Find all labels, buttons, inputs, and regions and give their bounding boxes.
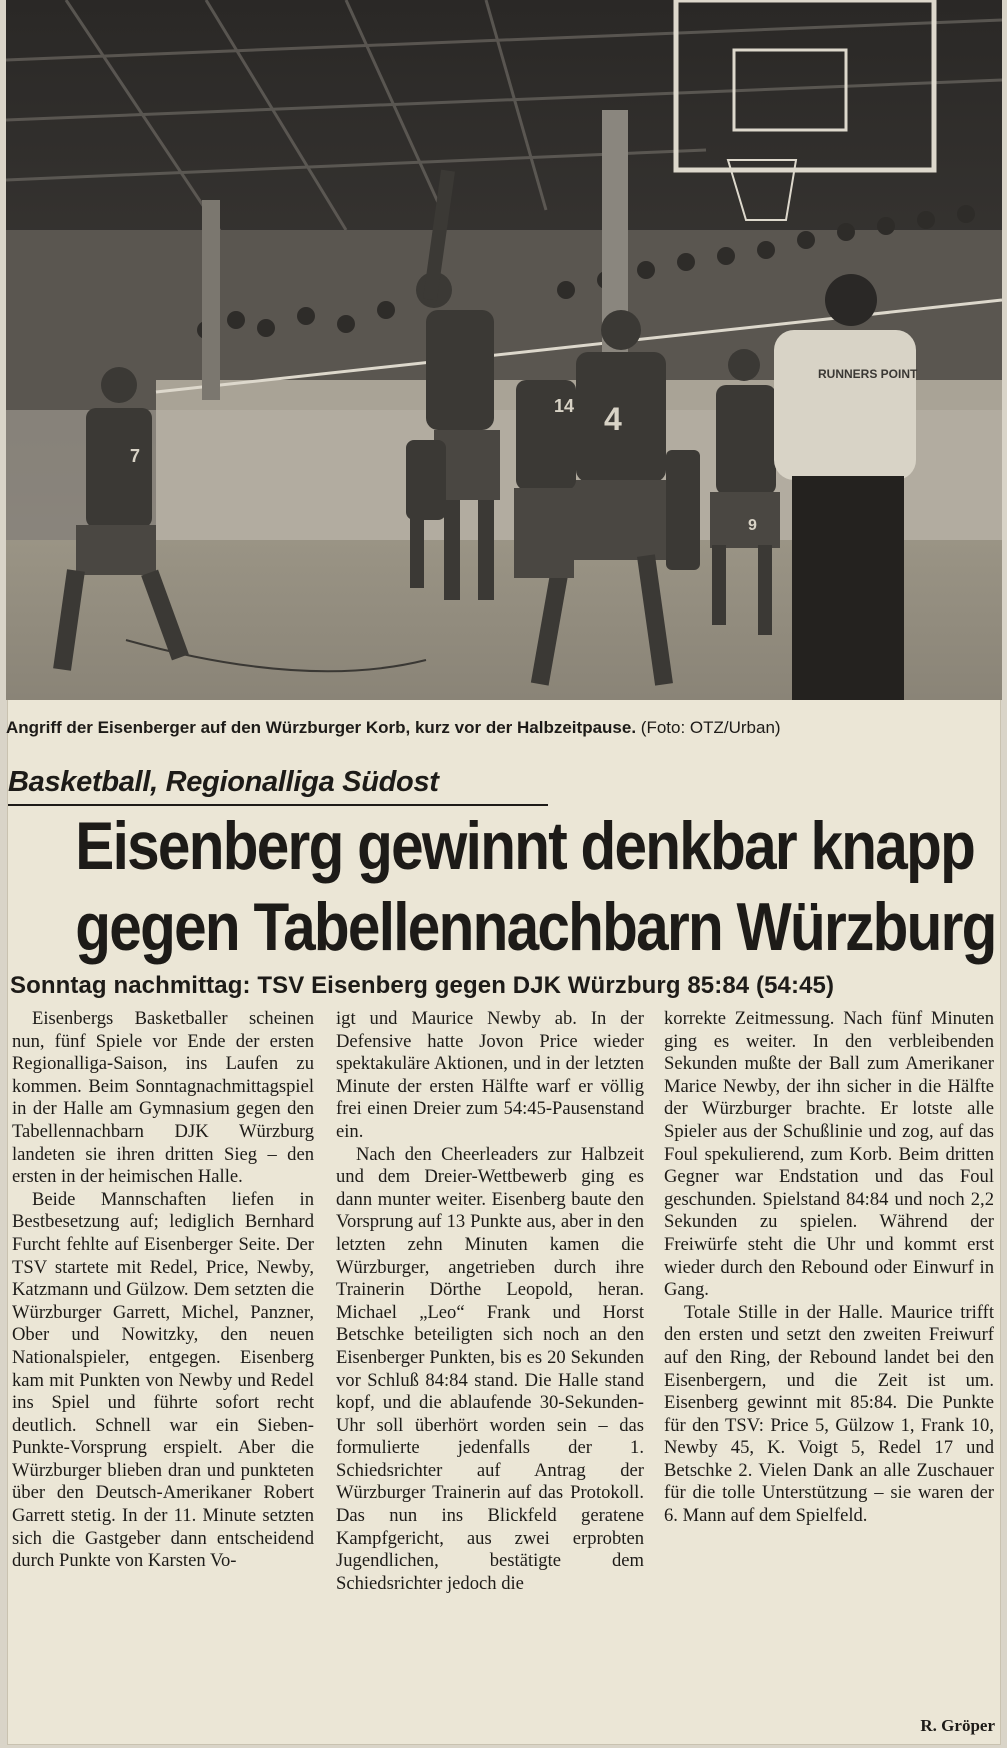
paragraph: igt und Maurice Newby ab. In der Defensive hatte Jovon Price wieder spektakuläre Aktionen, und in der letzten Minute der ersten Hälfte warf er völlig frei einen Dreier zum 54:45-Pausenstand ein. xyxy=(336,1008,644,1142)
photo-caption xyxy=(6,718,996,738)
game-photo xyxy=(6,0,1002,700)
article-column-2 xyxy=(336,1008,644,1595)
paragraph: Beide Mannschaften liefen in Bestbesetzung auf; lediglich Bernhard Furcht fehlte auf Eisenberger Seite. Der TSV startete mit Redel, Price, Newby, Katzmann und Gülzow. Dem setzten die Würzburger Garrett, Michel, Panzner, Ober und Nowitzky, den neuen Nationalspieler, entgegen. Eisenberg kam mit Punkten von Newby und Redel ins Spiel und führte sofort recht deutlich. Schnell war ein Sieben-Punkte-Vorsprung erspielt. Aber die Würzburger blieben dran und punkteten über den Deutsch-Amerikaner Robert Garrett stetig. In der 11. Minute setzten sich die Gastgeber dann entscheidend durch Punkte von Karsten Vo- xyxy=(12,1188,314,1572)
photo-credit: (Foto: OTZ/Urban) xyxy=(640,718,781,737)
svg-text:RUNNERS POINT: RUNNERS POINT xyxy=(818,367,918,381)
paragraph: korrekte Zeitmessung. Nach fünf Minuten ging es weiter. In den verbleibenden Sekunden mußte der Ball zum Amerikaner Marice Newby, der ihn sicher in die Hälfte der Würzburger brachte. Er lotste alle Spieler aus der Schußlinie und zog, auf das Foul spekulierend, zum Korb. Beim dritten Gegner war Endstation und das Foul geschunden. Spielstand 84:84 und noch 2,2 Sekunden zu spielen. Während der Freiwürfe steht die Uhr und kommt erst wieder durch den Rebound oder Einwurf in Gang. xyxy=(664,1008,994,1301)
section-kicker: Basketball, Regionalliga Südost xyxy=(8,766,439,798)
kicker-underline xyxy=(8,804,548,806)
article-column-1 xyxy=(12,1008,314,1573)
svg-text:9: 9 xyxy=(748,517,757,534)
svg-text:7: 7 xyxy=(130,446,141,466)
svg-text:4: 4 xyxy=(604,401,622,437)
headline-line-2: gegen Tabellennachbarn Würzburg xyxy=(75,889,996,965)
basketball-game-photo xyxy=(6,0,1002,700)
paragraph: Totale Stille in der Halle. Maurice trifft den ersten und setzt den zweiten Freiwurf auf den Ring, der Rebound landet bei den Eisenbergern, und die Zeit ist um. Eisenberg gewinnt mit 85:84. Die Punkte für den TSV: Price 5, Gülzow 1, Frank 10, Newby 45, K. Voigt 5, Redel 17 und Betschke 2. Vielen Dank an alle Zuschauer für die tolle Unterstützung – sie waren der 6. Mann auf dem Spielfeld. xyxy=(664,1301,994,1527)
svg-text:14: 14 xyxy=(554,396,575,416)
headline-line-1: Eisenberg gewinnt denkbar knapp xyxy=(75,808,975,884)
paragraph: Nach den Cheerleaders zur Halbzeit und dem Dreier-Wettbewerb ging es dann munter weiter. Eisenberg baute den Vorsprung auf 13 Punkte aus, aber in den letzten zehn Minuten kamen die Würzburger, angetrieben durch ihre Trainerin Dörthe Leopold, heran. Michael „Leo“ Frank und Horst Betschke beteiligten sich noch an den Eisenberger Punkten, bis es 20 Sekunden vor Schluß 84:84 stand. Die Halle stand kopf, und die ablaufende 30-Sekunden-Uhr soll überhört worden sein – das formulierte jedenfalls der 1. Schiedsrichter auf Antrag der Würzburger Trainerin auf das Protokoll. Das nun ins Blickfeld geratene Kampfgericht, aus zwei erprobten Jugendlichen, bestätigte dem Schiedsrichter jedoch die xyxy=(336,1143,644,1594)
paragraph: Eisenbergs Basketballer scheinen nun, fünf Spiele vor Ende der ersten Regionalliga-Saison, ins Laufen zu kommen. Beim Sonntagnachmittagspiel in der Halle am Gymnasium gegen den Tabellennachbarn DJK Würzburg landeten sie ihren dritten Sieg – den ersten in der heimischen Halle. xyxy=(12,1008,314,1188)
subheadline: Sonntag nachmittag: TSV Eisenberg gegen DJK Würzburg 85:84 (54:45) xyxy=(10,972,835,999)
author-byline: R. Gröper xyxy=(920,1716,995,1735)
article-column-3 xyxy=(664,1008,994,1528)
caption-text: Angriff der Eisenberger auf den Würzburger Korb, kurz vor der Halbzeitpause. xyxy=(6,718,637,737)
